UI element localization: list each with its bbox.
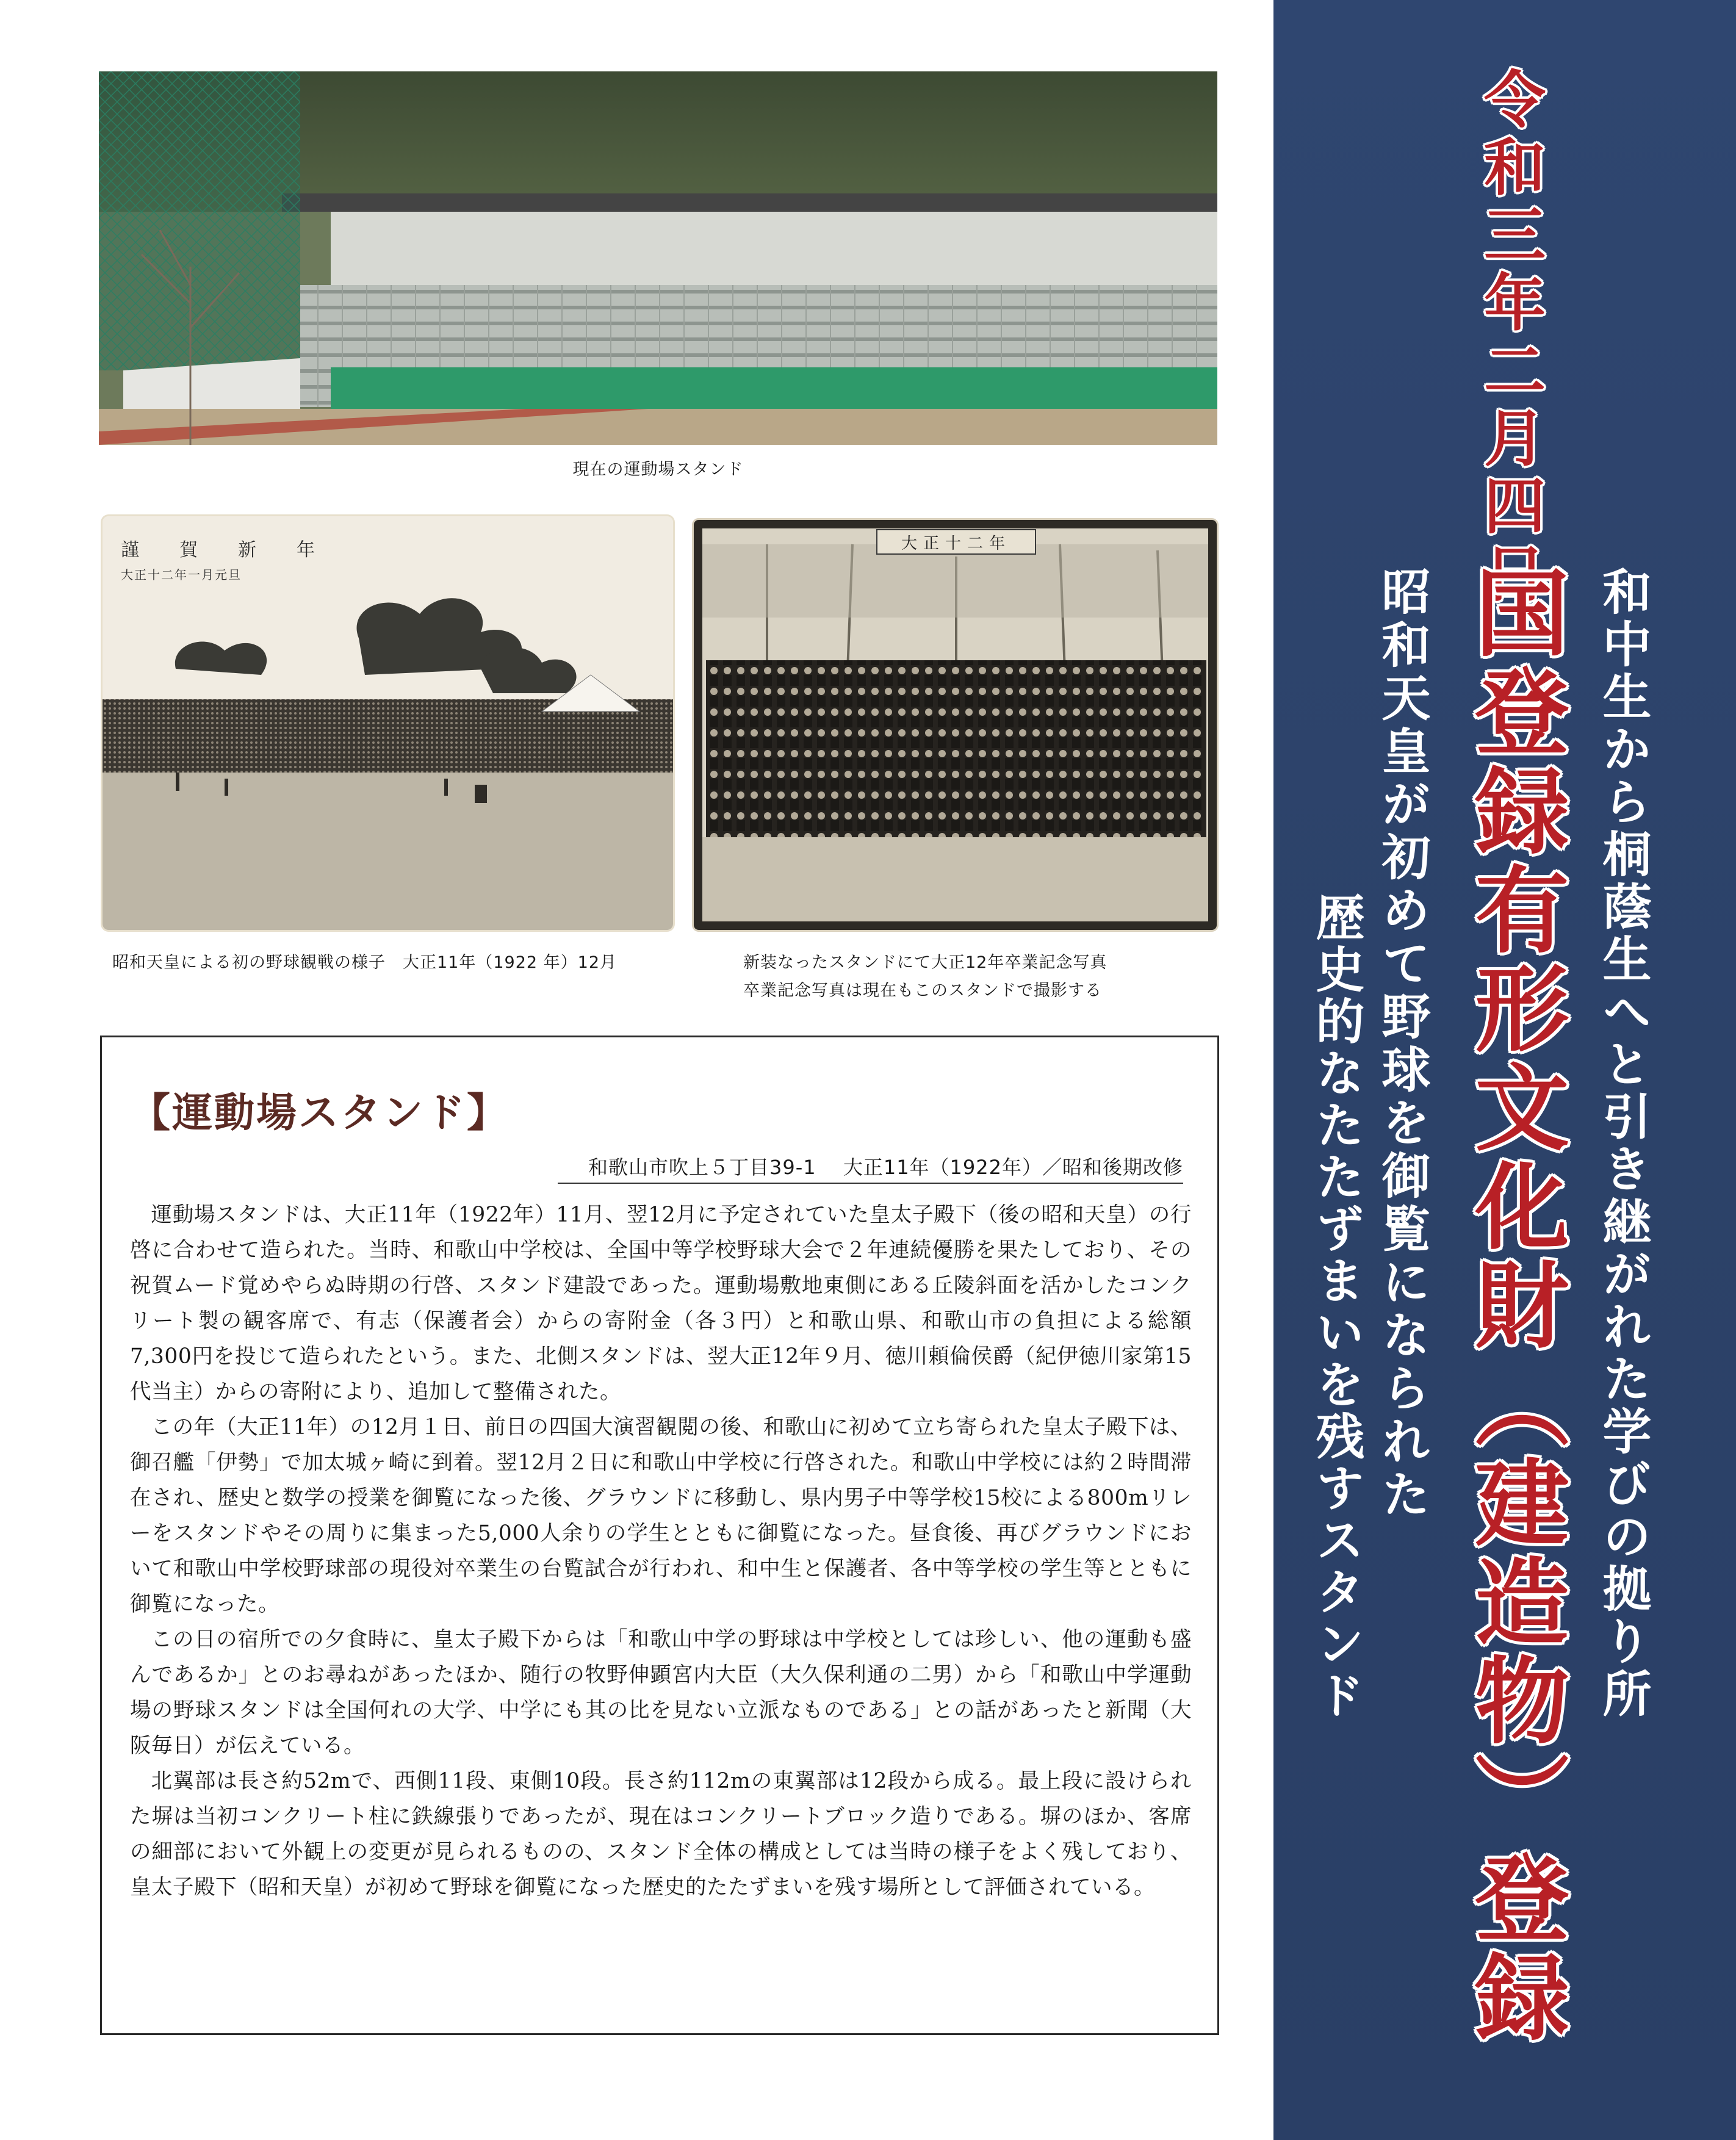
subtitle-learning-place: 和中生から桐蔭生へと引き継がれた学びの拠り所 [1594,566,1651,1721]
article-title: 【運動場スタンド】 [130,1089,509,1136]
graduation-frame-label: 大正十二年 [901,535,1011,553]
stand-photo-current [99,71,1217,445]
article-body [130,1197,1192,1905]
article-paragraph: 北翼部は長さ約52mで、西側11段、東側10段。長さ約112mの東翼部は12段から成る。最上段に設けられた塀は当初コンクリート柱に鉄線張りであったが、現在はコンクリートブロック造りである。塀のほか、客席の細部において外観上の変更が見られるものの、スタンド全体の構成としては当時の様子をよく残しており、皇太子殿下（昭和天皇）が初めて野球を御覧になった歴史的たたずまいを残す場所として評価されている。 [130,1769,1192,1900]
heading-side-panel [1273,0,1736,2140]
graduation-caption-line2: 卒業記念写真は現在もこのスタンドで撮影する [743,981,1102,1000]
stand-photo-caption: 現在の運動場スタンド [572,460,744,479]
new-year-card-date: 大正十二年一月元旦 [121,567,242,582]
article-paragraph: この日の宿所での夕食時に、皇太子殿下からは「和歌山中学の野球は中学校としては珍しい、他の運動も盛んであるか」とのお尋ねがあったほか、随行の牧野伸顕宮内大臣（大久保利通の二男）から「和歌山中学運動場の野球スタンドは全国何れの大学、中学にも其の比を見ない立派なものである」との話があったと新聞（大阪毎日）が伝えている。 [130,1627,1192,1758]
registration-title: 国登録有形文化財（建造物）登録 [1460,564,1569,2047]
baseball-game-photo [103,516,673,930]
subtitle-historic-stand: 歴史的なたたずまいを残すスタンド [1308,892,1364,1722]
article-paragraph: 運動場スタンドは、大正11年（1922年）11月、翌12月に予定されていた皇太子殿下（後の昭和天皇）の行啓に合わせて造られた。当時、和歌山中学校は、全国中等学校野球大会で２年連続優勝を果たしており、その祝賀ムード覚めやらぬ時期の行啓、スタンド建設であった。運動場敷地東側にある丘陵斜面を活かしたコンクリート製の観客席で、有志（保護者会）からの寄附金（各３円）と和歌山県、和歌山市の負担による総額7,300円を投じて造られたという。また、北側スタンドは、翌大正12年９月、徳川頼倫侯爵（紀伊徳川家第15代当主）からの寄附により、追加して整備された。 [130,1203,1192,1404]
baseball-game-caption: 昭和天皇による初の野球観戦の様子 大正11年（1922 年）12月 [112,953,618,972]
registration-date: 令和三年二月四日 [1474,67,1546,609]
graduation-caption-line1: 新装なったスタンドにて大正12年卒業記念写真 [743,953,1108,972]
subtitle-emperor: 昭和天皇が初めて野球を御覧になられた [1374,566,1430,1522]
new-year-card-greeting: 謹 賀 新 年 [121,539,326,561]
article-paragraph: この年（大正11年）の12月１日、前日の四国大演習観閲の後、和歌山に初めて立ち寄られた皇太子殿下は、御召艦「伊勢」で加太城ヶ崎に到着。翌12月２日に和歌山中学校に行啓された。和歌山中学校には約２時間滞在され、歴史と数学の授業を御覧になった後、グラウンドに移動し、県内男子中等学校15校による800mリレーをスタンドやその周りに集まった5,000人余りの学生とともに御覧になった。昼食後、再びグラウンドにおいて和歌山中学校野球部の現役対卒業生の台覧試合が行われ、和中生と保護者、各中等学校の学生等とともに御覧になった。 [130,1415,1192,1616]
article-address: 和歌山市吹上５丁目39-1 大正11年（1922年）／昭和後期改修 [558,1152,1183,1184]
graduation-photo [694,520,1217,930]
article-box [100,1036,1219,2035]
